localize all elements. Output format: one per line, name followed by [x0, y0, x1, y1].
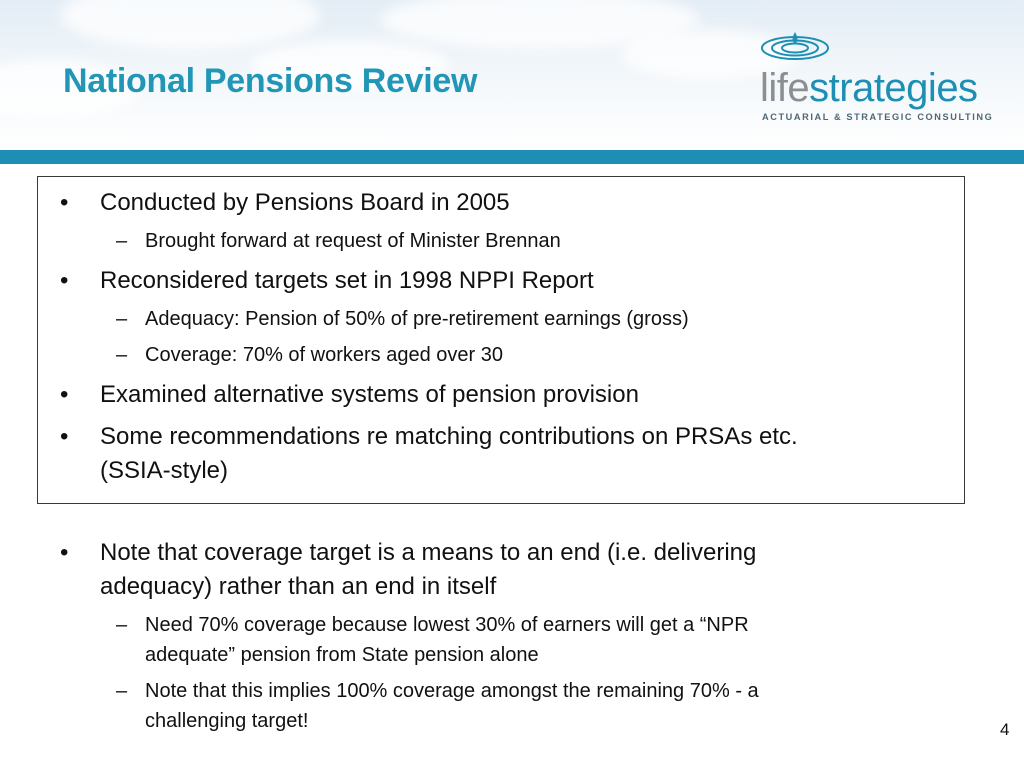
- dash-marker: –: [116, 308, 128, 330]
- sub-bullet-item-line: Note that this implies 100% coverage amongst the remaining 70% - a: [145, 680, 759, 702]
- page-number: 4: [1000, 720, 1010, 739]
- logo-word-life: life: [760, 66, 810, 110]
- sub-bullet-item-line: challenging target!: [145, 710, 309, 732]
- sub-bullet-item: Adequacy: Pension of 50% of pre-retirement earnings (gross): [145, 308, 689, 330]
- company-logo: [760, 28, 1000, 128]
- header-divider-bar: [0, 150, 1024, 164]
- logo-wordmark: [760, 66, 978, 110]
- bullet-item: Examined alternative systems of pension provision: [100, 381, 639, 408]
- bullet-item: Conducted by Pensions Board in 2005: [100, 189, 510, 216]
- cloud-decoration: [60, 0, 320, 50]
- ripple-drop-icon: [760, 28, 830, 68]
- bullet-marker: •: [60, 423, 69, 450]
- sub-bullet-item: Brought forward at request of Minister Brennan: [145, 230, 561, 252]
- sub-bullet-item-line: adequate” pension from State pension alone: [145, 644, 539, 666]
- bullet-marker: •: [60, 267, 69, 294]
- bullet-marker: •: [60, 539, 69, 566]
- dash-marker: –: [116, 230, 128, 252]
- dash-marker: –: [116, 614, 128, 636]
- logo-word-strategies: strategies: [809, 66, 978, 110]
- bullet-item-line: (SSIA-style): [100, 457, 229, 484]
- sub-bullet-item: Coverage: 70% of workers aged over 30: [145, 344, 503, 366]
- slide-header: [0, 0, 1024, 150]
- bullet-marker: •: [60, 189, 69, 216]
- sub-bullet-item-line: Need 70% coverage because lowest 30% of earners will get a “NPR: [145, 614, 749, 636]
- bullet-item-line: Note that coverage target is a means to an end (i.e. delivering: [100, 539, 757, 566]
- bullet-item-line: Some recommendations re matching contributions on PRSAs etc.: [100, 423, 798, 450]
- bullet-item: Reconsidered targets set in 1998 NPPI Report: [100, 267, 594, 294]
- dash-marker: –: [116, 344, 128, 366]
- dash-marker: –: [116, 680, 128, 702]
- bullet-marker: •: [60, 381, 69, 408]
- logo-tagline: ACTUARIAL & STRATEGIC CONSULTING: [762, 112, 994, 122]
- bullet-item-line: adequacy) rather than an end in itself: [100, 573, 497, 600]
- slide-title: National Pensions Review: [63, 62, 478, 100]
